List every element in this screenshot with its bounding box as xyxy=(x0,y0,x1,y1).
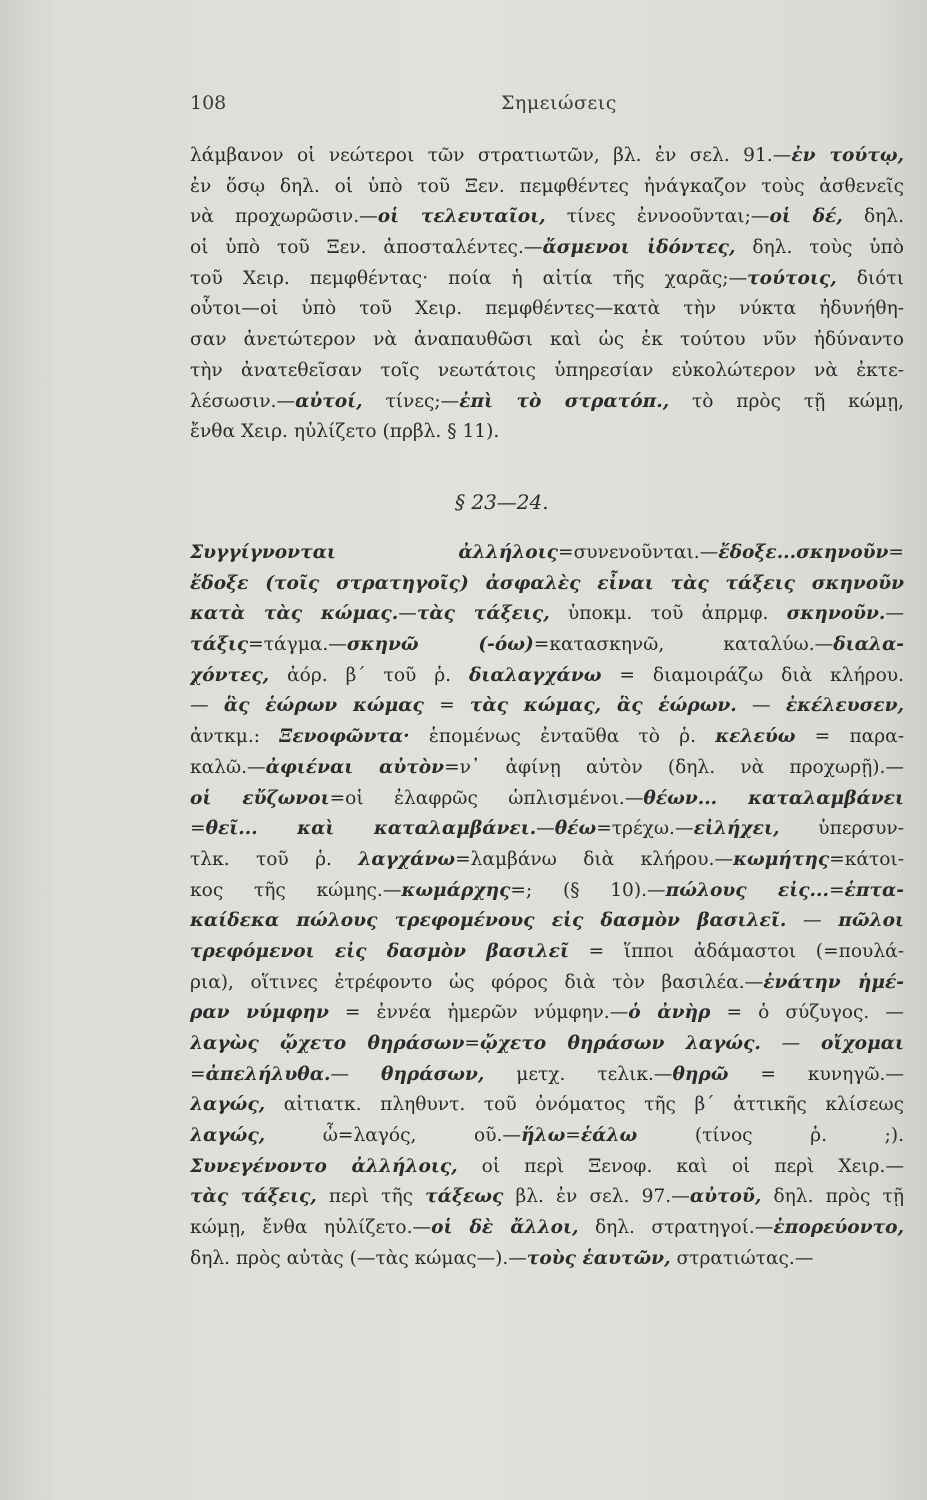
text-line xyxy=(190,1182,904,1213)
text-segment: =τρέχω.— xyxy=(596,818,694,840)
text-segment: = xyxy=(190,818,206,840)
text-line xyxy=(190,1213,904,1244)
bold-italic-term: ἔδοξε...σκηνοῦν xyxy=(718,542,889,563)
bold-italic-term: οἱ τελευταῖοι, xyxy=(377,206,546,228)
text-line xyxy=(190,1121,904,1152)
bold-italic-term: ραν νύμφην xyxy=(190,1002,329,1024)
text-segment: — xyxy=(786,910,839,932)
bold-italic-term: οἴχομαι xyxy=(821,1033,904,1054)
text-segment: οἱ ὑπὸ τοῦ Ξεν. ἀποσταλέντες.— xyxy=(190,237,543,259)
bold-italic-term: ὁ ἀνὴρ xyxy=(628,1002,711,1024)
bold-italic-term: ᾤχετο θηράσων λαγώς. xyxy=(480,1033,761,1054)
text-segment: ἔνθα Χειρ. ηὐλίζετο (πρβλ. § 11). xyxy=(190,421,500,443)
text-line xyxy=(190,1029,904,1060)
bold-italic-term: ἑάλω xyxy=(580,1125,638,1147)
bold-italic-term: κατὰ τὰς κώμας. xyxy=(190,603,399,625)
text-line xyxy=(190,814,904,845)
text-line xyxy=(190,1244,904,1275)
text-segment: = xyxy=(565,1125,581,1147)
text-line xyxy=(190,325,904,356)
text-segment: ἐν ὅσῳ δηλ. οἱ ὑπὸ τοῦ Ξεν. πεμφθέντες ἠνάγκαζον τοὺς ἀσθενεῖς xyxy=(190,175,904,197)
bold-italic-term: χόντες, xyxy=(190,664,270,686)
text-block-section-23-24 xyxy=(190,538,904,1275)
text-line xyxy=(190,141,904,172)
text-line xyxy=(190,569,904,600)
text-line xyxy=(190,968,904,999)
text-line xyxy=(190,1060,904,1091)
bold-italic-term: ἐπὶ τὸ στρατόπ., xyxy=(459,390,670,412)
bold-italic-term: θεῖ... καὶ καταλαμβάνει. xyxy=(205,818,537,840)
text-line xyxy=(190,1090,904,1121)
text-line xyxy=(190,1152,904,1183)
text-segment: τίνες ἐννοοῦνται;— xyxy=(545,206,770,228)
text-segment: λάμβανον οἱ νεώτεροι τῶν στρατιωτῶν, βλ. ἐν σελ. 91.— xyxy=(190,145,792,166)
text-segment: αἰτιατκ. πληθυντ. τοῦ ὀνόματος τῆς β΄ ἀττικῆς κλίσεως xyxy=(265,1094,904,1116)
text-segment: = ἵπποι ἀδάμαστοι (=πουλά- xyxy=(568,940,904,962)
text-segment: διότι xyxy=(836,267,904,289)
text-segment: = xyxy=(464,1033,480,1054)
text-segment: στρατιώτας.— xyxy=(670,1247,814,1269)
bold-italic-term: ἐκέλευσεν, xyxy=(785,695,904,717)
text-line xyxy=(190,753,904,784)
text-line xyxy=(190,661,904,692)
page-header xyxy=(190,92,840,122)
bold-italic-term: ἄσμενοι ἰδόντες, xyxy=(542,237,736,259)
text-segment: = κυνηγῶ.— xyxy=(728,1063,904,1085)
text-segment: (τίνος ῥ. ;). xyxy=(637,1125,904,1147)
text-segment: — xyxy=(330,1063,381,1085)
text-line xyxy=(190,906,904,937)
bold-italic-term: λαγὼς ᾤχετο θηράσων xyxy=(190,1033,465,1054)
text-segment: κος τῆς κώμης.— xyxy=(190,879,402,901)
text-segment: δηλ. στρατηγοί.— xyxy=(578,1217,774,1239)
text-segment: = xyxy=(423,695,470,717)
text-line xyxy=(190,233,904,264)
bold-italic-term: ἔδοξε (τοῖς στρατηγοῖς) ἀσφαλὲς εἶναι τὰς τάξεις σκηνοῦν xyxy=(190,572,904,594)
text-segment: ἑπομένως ἐνταῦθα τὸ ῥ. xyxy=(409,726,716,748)
bold-italic-term: κωμάρχης xyxy=(401,879,511,901)
bold-italic-term: διαλα- xyxy=(833,634,904,656)
text-line xyxy=(190,691,904,722)
text-segment: = διαμοιράζω διὰ κλήρου. xyxy=(601,664,904,686)
bold-italic-term: κωμήτης xyxy=(733,848,830,870)
text-line xyxy=(190,845,904,876)
bold-italic-term: αὐτοί, xyxy=(295,390,363,412)
bold-italic-term: τοὺς ἑαυτῶν, xyxy=(526,1247,671,1269)
text-segment: =; (§ 10).— xyxy=(510,879,666,901)
text-segment: = xyxy=(190,1063,206,1085)
text-segment: ὑποκμ. τοῦ ἀπρμφ. xyxy=(549,603,787,625)
section-heading: § 23—24. xyxy=(455,490,549,514)
text-segment: — xyxy=(885,603,904,625)
text-segment: =συνενοῦνται.— xyxy=(558,542,719,563)
bold-italic-term: θέων... καταλαμβάνει xyxy=(643,787,904,809)
bold-italic-term: θέω xyxy=(554,818,597,840)
text-line xyxy=(190,998,904,1029)
bold-italic-term: τάξεως xyxy=(425,1186,504,1208)
page-number: 108 xyxy=(190,92,227,114)
bold-italic-term: ἃς ἑώρων κώμας xyxy=(223,695,424,717)
text-segment: = παρα- xyxy=(795,726,904,748)
text-segment: =ν᾿ ἀφίνῃ αὐτὸν (δηλ. νὰ προχωρῇ).— xyxy=(444,756,904,778)
bold-italic-term: πῶλοι xyxy=(838,910,904,932)
text-segment: — xyxy=(536,818,555,840)
text-segment: δηλ. πρὸς αὐτὰς (—τὰς κώμας—).— xyxy=(190,1247,527,1269)
bold-italic-term: τάξις xyxy=(190,634,249,656)
bold-italic-term: Ξενοφῶντα· xyxy=(279,726,410,748)
bold-italic-term: ἑπτα- xyxy=(844,879,904,901)
text-segment: ἀντκμ.: xyxy=(190,726,280,748)
bold-italic-term: λαγώς, xyxy=(190,1125,266,1147)
text-segment: μετχ. τελικ.— xyxy=(484,1063,673,1085)
text-segment: τλκ. τοῦ ῥ. xyxy=(190,848,359,870)
bold-italic-term: οἱ εὔζωνοι xyxy=(190,787,330,809)
bold-italic-term: αὐτοῦ, xyxy=(689,1186,762,1208)
text-segment: — xyxy=(760,1033,822,1054)
bold-italic-term: σκηνοῦν. xyxy=(786,603,886,625)
text-segment: ὦ=λαγός, οῦ.— xyxy=(265,1125,522,1147)
text-segment: τὸ πρὸς τῇ κώμῃ, xyxy=(669,390,904,412)
text-segment: — xyxy=(736,695,786,717)
bold-italic-term: θηρῶ xyxy=(672,1063,729,1085)
text-line xyxy=(190,722,904,753)
bold-italic-term: ἐνάτην ἡμέ- xyxy=(763,971,904,993)
bold-italic-term: λαγώς, xyxy=(190,1094,266,1116)
text-segment: τίνες;— xyxy=(362,390,460,412)
text-segment: = ἐννέα ἡμερῶν νύμφην.— xyxy=(328,1002,629,1024)
text-segment: δηλ. τοὺς ὑπὸ xyxy=(735,237,904,259)
text-segment: =κατασκηνῶ, καταλύω.— xyxy=(533,634,834,656)
text-line xyxy=(190,630,904,661)
bold-italic-term: λαγχάνω xyxy=(358,848,456,870)
text-segment: βλ. ἐν σελ. 97.— xyxy=(503,1186,690,1208)
text-line xyxy=(190,294,904,325)
text-block-notes-continued xyxy=(190,141,904,448)
running-title: Σημειώσεις xyxy=(501,92,617,114)
bold-italic-term: κελεύω xyxy=(715,726,796,748)
text-segment: τὴν ἀνατεθεῖσαν τοῖς νεωτάτοις ὑπηρεσίαν εὐκολώτερον νὰ ἐκτε- xyxy=(190,359,904,381)
text-line xyxy=(190,264,904,295)
text-segment: κώμῃ, ἔνθα ηὐλίζετο.— xyxy=(190,1217,432,1239)
text-segment: σαν ἀνετώτερον νὰ ἀναπαυθῶσι καὶ ὡς ἐκ τούτου νῦν ἠδύναντο xyxy=(190,329,904,351)
text-segment: νὰ προχωρῶσιν.— xyxy=(190,206,378,228)
text-line xyxy=(190,599,904,630)
text-line xyxy=(190,172,904,203)
text-line xyxy=(190,937,904,968)
bold-italic-term: ἀφιέναι αὐτὸν xyxy=(265,756,445,778)
text-line xyxy=(190,876,904,907)
text-segment: δηλ. πρὸς τῇ xyxy=(761,1186,904,1208)
bold-italic-term: σκηνῶ (-όω) xyxy=(346,634,534,656)
bold-italic-term: πώλους εἰς... xyxy=(665,879,829,901)
text-line xyxy=(190,356,904,387)
bold-italic-term: ἐπορεύοντο, xyxy=(773,1217,904,1239)
text-segment: δηλ. xyxy=(842,206,904,228)
bold-italic-term: τούτοις, xyxy=(747,267,837,289)
text-line xyxy=(190,202,904,233)
bold-italic-term: Συγγίγνονται ἀλλήλοις xyxy=(190,542,559,563)
bold-italic-term: Συνεγένοντο ἀλλήλοις, xyxy=(190,1155,458,1177)
bold-italic-term: τὰς τάξεις, xyxy=(190,1186,317,1208)
bold-italic-term: θηράσων, xyxy=(381,1063,485,1085)
bold-italic-term: ἀπελήλυθα. xyxy=(205,1063,331,1085)
text-line xyxy=(190,387,904,418)
text-segment: ἀόρ. β΄ τοῦ ῥ. xyxy=(269,664,469,686)
text-segment: = xyxy=(888,542,904,563)
text-line xyxy=(190,784,904,815)
text-segment: =τάγμα.— xyxy=(248,634,347,656)
text-segment: οὗτοι—οἱ ὑπὸ τοῦ Χειρ. πεμφθέντες—κατὰ τὴν νύκτα ἠδυνήθη- xyxy=(190,298,904,320)
text-line xyxy=(190,538,904,569)
bold-italic-term: ἥλω xyxy=(521,1125,566,1147)
text-segment: =κάτοι- xyxy=(829,848,904,870)
bold-italic-term: καίδεκα πώλους τρεφομένους εἰς δασμὸν βασιλεῖ. xyxy=(190,910,787,932)
bold-italic-term: τὰς τάξεις, xyxy=(416,603,550,625)
bold-italic-term: εἰλήχει, xyxy=(693,818,780,840)
text-segment: τοῦ Χειρ. πεμφθέντας· ποία ἡ αἰτία τῆς χαρᾶς;— xyxy=(190,267,748,289)
text-segment: =λαμβάνω διὰ κλήρου.— xyxy=(455,848,734,870)
text-segment: λέσωσιν.— xyxy=(190,390,296,412)
bold-italic-term: ἐν τούτῳ, xyxy=(791,145,904,166)
text-segment: = xyxy=(828,879,845,901)
bold-italic-term: τὰς κώμας, ἃς ἑώρων. xyxy=(469,695,737,717)
bold-italic-term: οἱ δὲ ἄλλοι, xyxy=(431,1217,579,1239)
text-segment: καλῶ.— xyxy=(190,756,266,778)
bold-italic-term: τρεφόμενοι εἰς δασμὸν βασιλεῖ xyxy=(190,940,569,962)
text-segment: ρια), οἵτινες ἐτρέφοντο ὡς φόρος διὰ τὸν βασιλέα.— xyxy=(190,971,764,993)
bold-italic-term: οἱ δέ, xyxy=(769,206,843,228)
text-segment: — xyxy=(190,695,224,717)
text-segment: — xyxy=(398,603,417,625)
text-segment: ὑπερσυν- xyxy=(779,818,904,840)
text-segment: = ὁ σύζυγος. — xyxy=(710,1002,904,1024)
bold-italic-term: διαλαγχάνω xyxy=(469,664,602,686)
text-segment: περὶ τῆς xyxy=(316,1186,426,1208)
text-segment: =οἱ ἐλαφρῶς ὡπλισμένοι.— xyxy=(329,787,644,809)
text-segment: οἱ περὶ Ξενοφ. καὶ οἱ περὶ Χειρ.— xyxy=(457,1155,904,1177)
text-line xyxy=(190,417,904,448)
